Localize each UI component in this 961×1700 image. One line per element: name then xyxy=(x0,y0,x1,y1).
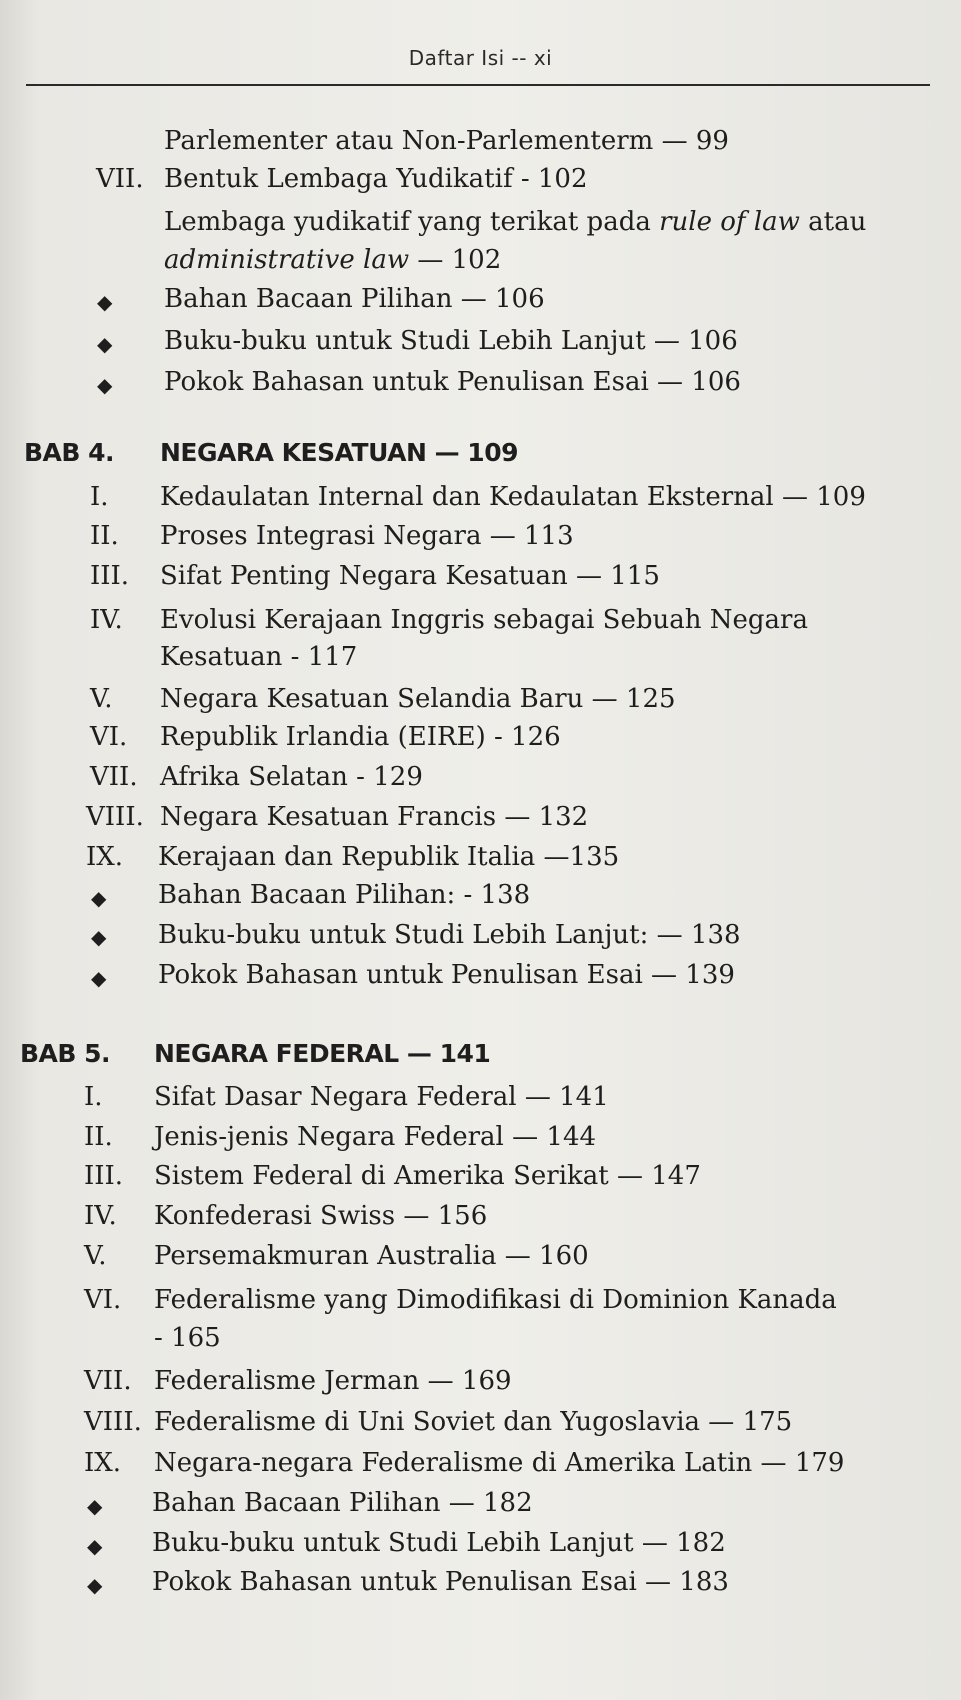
toc-entry-number: III. xyxy=(90,561,130,591)
toc-bullet-item: Bahan Bacaan Pilihan: - 138 xyxy=(158,880,531,910)
toc-entry-number: VI. xyxy=(84,1285,122,1315)
chapter-label: BAB 4. xyxy=(24,438,115,467)
toc-subentry-italic: administrative law xyxy=(164,245,410,275)
diamond-bullet-icon: ◆ xyxy=(97,290,113,314)
toc-continuation-line: Parlementer atau Non-Parlementerm — 99 xyxy=(164,126,729,156)
toc-entry-number: II. xyxy=(84,1122,113,1152)
toc-entry-text: Proses Integrasi Negara — 113 xyxy=(160,521,574,551)
toc-bullet-item: Buku-buku untuk Studi Lebih Lanjut: — 138 xyxy=(158,920,741,950)
toc-entry-number: VII. xyxy=(90,762,138,792)
toc-entry-number: III. xyxy=(84,1161,124,1191)
toc-entry-number: IV. xyxy=(84,1201,117,1231)
toc-entry-text: Konfederasi Swiss — 156 xyxy=(154,1201,488,1231)
toc-bullet-item: Bahan Bacaan Pilihan — 182 xyxy=(152,1488,533,1518)
toc-entry-text: Federalisme di Uni Soviet dan Yugoslavia — 175 xyxy=(154,1407,793,1437)
running-head: Daftar Isi -- xi xyxy=(408,46,553,70)
toc-entry-text: Persemakmuran Australia — 160 xyxy=(154,1241,589,1271)
toc-entry-text: Federalisme Jerman — 169 xyxy=(154,1366,512,1396)
toc-entry-text: Kerajaan dan Republik Italia —135 xyxy=(158,842,620,872)
diamond-bullet-icon: ◆ xyxy=(87,1494,103,1518)
toc-entry-number: IV. xyxy=(90,605,123,635)
toc-subentry-text: — 102 xyxy=(409,245,502,275)
diamond-bullet-icon: ◆ xyxy=(91,966,107,990)
diamond-bullet-icon: ◆ xyxy=(91,925,107,949)
toc-entry-number: V. xyxy=(84,1241,107,1271)
toc-entry-number: VIII. xyxy=(84,1407,142,1437)
chapter-title: NEGARA FEDERAL — 141 xyxy=(154,1039,491,1068)
toc-entry-number: IX. xyxy=(84,1448,122,1478)
diamond-bullet-icon: ◆ xyxy=(87,1573,103,1597)
toc-bullet-item: Buku-buku untuk Studi Lebih Lanjut — 182 xyxy=(152,1528,726,1558)
toc-entry-text-continued: Kesatuan - 117 xyxy=(160,642,358,672)
toc-entry-number: VI. xyxy=(90,722,128,752)
toc-entry-text: Negara Kesatuan Francis — 132 xyxy=(160,802,589,832)
toc-bullet-item: Bahan Bacaan Pilihan — 106 xyxy=(164,284,545,314)
toc-entry-text: Kedaulatan Internal dan Kedaulatan Eksternal — 109 xyxy=(160,482,866,512)
diamond-bullet-icon: ◆ xyxy=(91,886,107,910)
toc-bullet-item: Pokok Bahasan untuk Penulisan Esai — 183 xyxy=(152,1567,729,1597)
toc-entry-text: Sistem Federal di Amerika Serikat — 147 xyxy=(154,1161,701,1191)
diamond-bullet-icon: ◆ xyxy=(97,373,113,397)
diamond-bullet-icon: ◆ xyxy=(87,1534,103,1558)
toc-entry-text: Federalisme yang Dimodifikasi di Dominion Kanada xyxy=(154,1285,837,1315)
toc-entry-number: IX. xyxy=(86,842,124,872)
toc-entry-text: Evolusi Kerajaan Inggris sebagai Sebuah Negara xyxy=(160,605,808,635)
toc-entry-text: Jenis-jenis Negara Federal — 144 xyxy=(154,1122,597,1152)
header-rule xyxy=(26,84,930,86)
toc-entry-number: I. xyxy=(84,1082,103,1112)
toc-entry-number: V. xyxy=(90,684,113,714)
toc-entry-number: VIII. xyxy=(86,802,144,832)
toc-bullet-item: Pokok Bahasan untuk Penulisan Esai — 106 xyxy=(164,367,741,397)
toc-entry-text: Republik Irlandia (EIRE) - 126 xyxy=(160,722,561,752)
toc-entry-number: I. xyxy=(90,482,109,512)
diamond-bullet-icon: ◆ xyxy=(97,332,113,356)
toc-subentry-line xyxy=(164,205,866,239)
toc-subentry-text: atau xyxy=(799,207,867,237)
toc-entry-text: Sifat Dasar Negara Federal — 141 xyxy=(154,1082,609,1112)
toc-subentry-line xyxy=(164,243,501,277)
toc-entry-text-continued: - 165 xyxy=(154,1323,221,1353)
toc-entry-number: VII. xyxy=(96,164,144,194)
toc-entry-text: Bentuk Lembaga Yudikatif - 102 xyxy=(164,164,588,194)
toc-entry-text: Negara Kesatuan Selandia Baru — 125 xyxy=(160,684,676,714)
toc-entry-text: Afrika Selatan - 129 xyxy=(160,762,423,792)
toc-bullet-item: Pokok Bahasan untuk Penulisan Esai — 139 xyxy=(158,960,735,990)
toc-entry-text: Sifat Penting Negara Kesatuan — 115 xyxy=(160,561,660,591)
toc-entry-number: VII. xyxy=(84,1366,132,1396)
chapter-label: BAB 5. xyxy=(20,1039,111,1068)
toc-subentry-italic: rule of law xyxy=(659,207,800,237)
toc-bullet-item: Buku-buku untuk Studi Lebih Lanjut — 106 xyxy=(164,326,738,356)
toc-entry-text: Negara-negara Federalisme di Amerika Latin — 179 xyxy=(154,1448,845,1478)
toc-subentry-text: Lembaga yudikatif yang terikat pada xyxy=(164,207,660,237)
toc-entry-number: II. xyxy=(90,521,119,551)
chapter-title: NEGARA KESATUAN — 109 xyxy=(160,438,518,467)
